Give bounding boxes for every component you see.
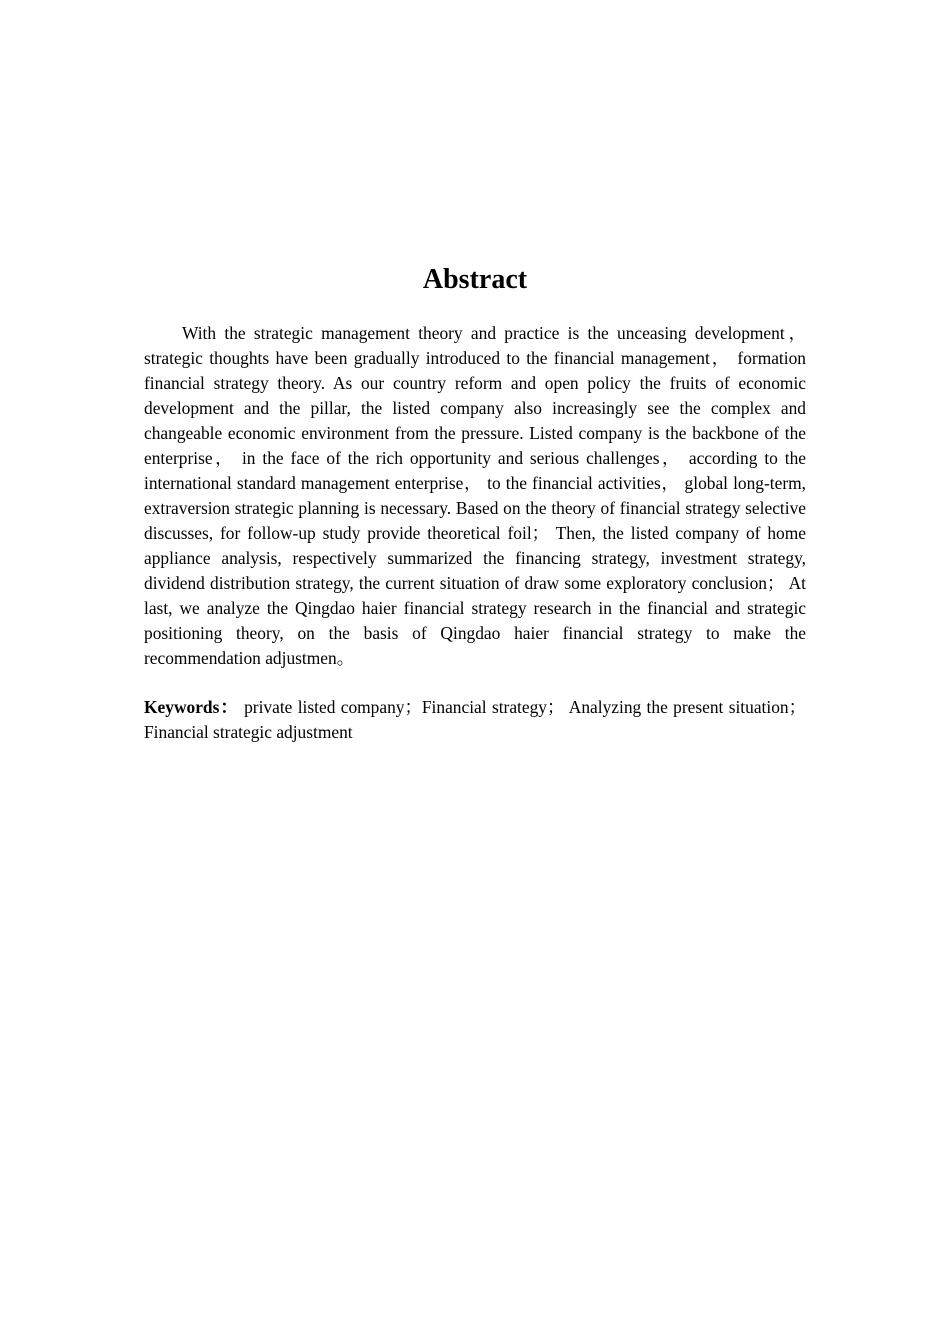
keywords-line [144, 695, 806, 745]
abstract-heading: Abstract [422, 264, 528, 295]
keywords-text: private listed company；Financial strategy； Analyzing the present situation； Financial strategic adjustment [144, 697, 806, 742]
keywords-label: Keywords： [144, 697, 239, 717]
abstract-body: With the strategic management theory and practice is the unceasing development， strategic thoughts have been gradually introduced to the financial management， formation financial strategy theory. As our country reform and open policy the fruits of economic development and the pillar, the listed company also increasingly see the complex and changeable economic environment from the pressure. Listed company is the backbone of the enterprise， in the face of the rich opportunity and serious challenges， according to the international standard management enterprise， to the financial activities， global long-term, extraversion strategic planning is necessary. Based on the theory of financial strategy selective discusses, for follow-up study provide theoretical foil； Then, the listed company of home appliance analysis, respectively summarized the financing strategy, investment strategy, dividend distribution strategy, the current situation of draw some exploratory conclusion； At last, we analyze the Qingdao haier financial strategy research in the financial and strategic positioning theory, on the basis of Qingdao haier financial strategy to make the recommendation adjustmen。 [144, 323, 806, 668]
abstract-section [144, 262, 806, 745]
